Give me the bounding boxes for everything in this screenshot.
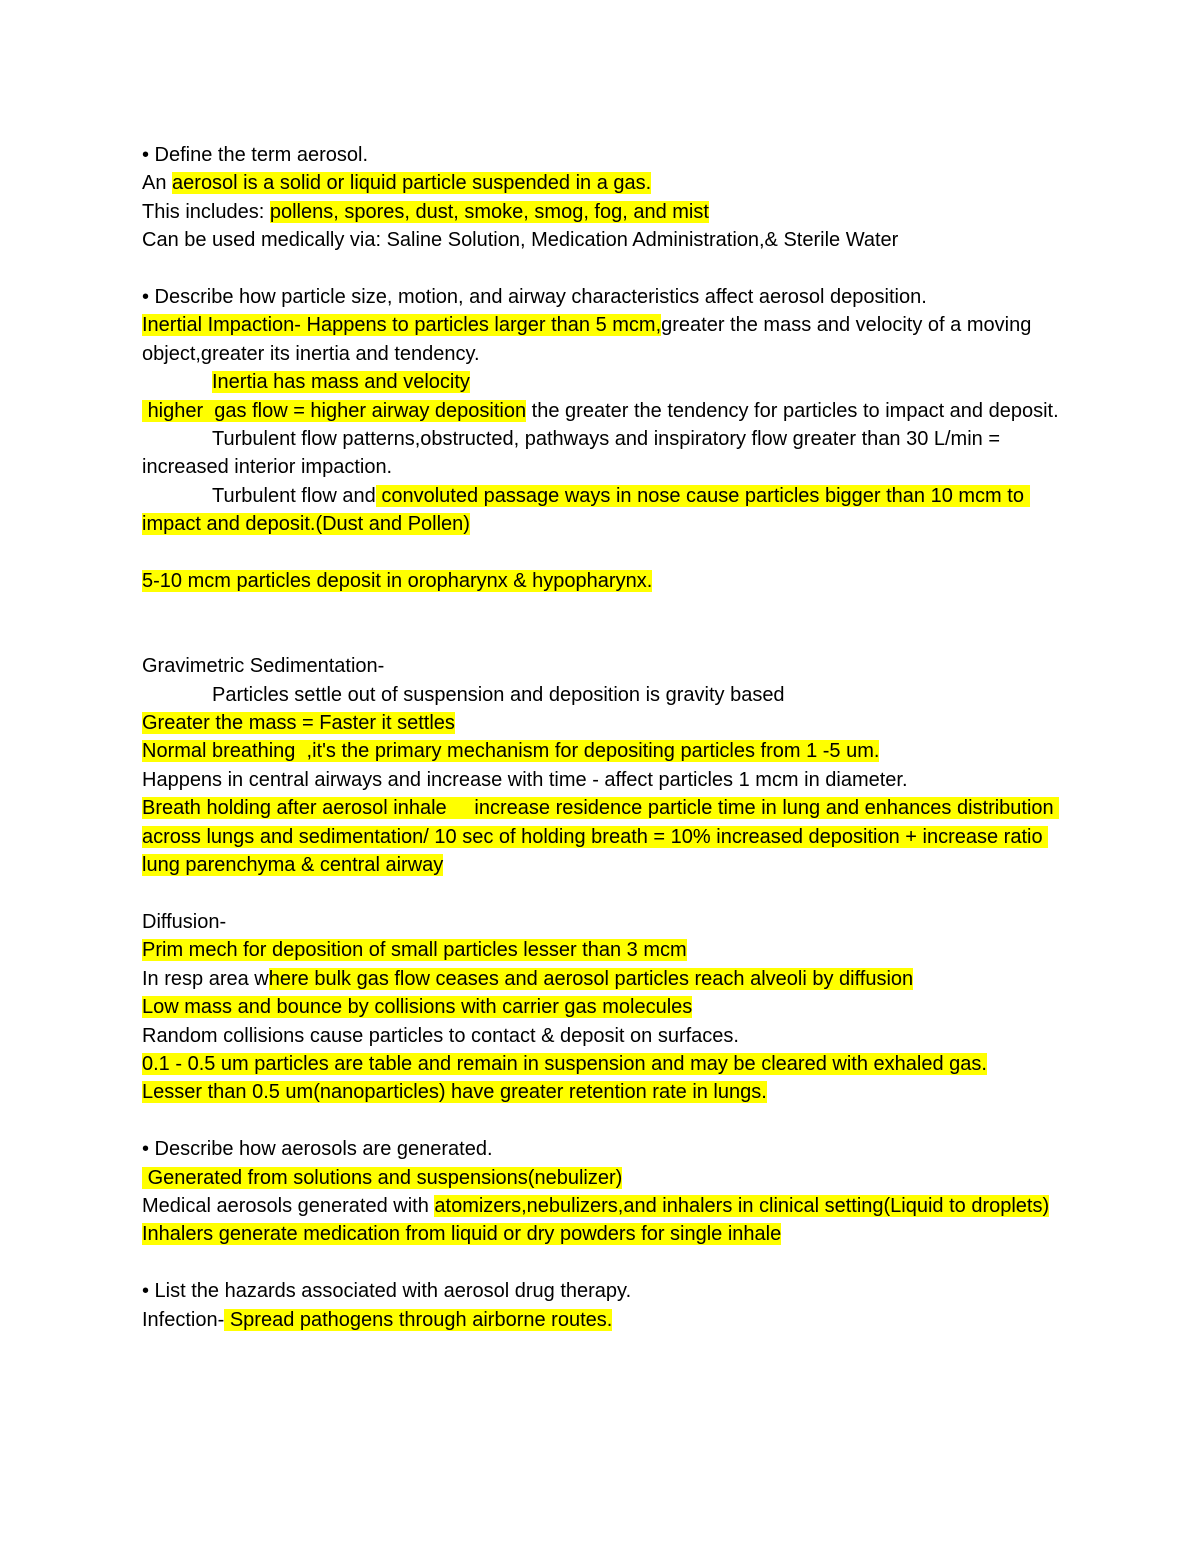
turbulent-flow-note bbox=[142, 425, 1062, 482]
text: • Define the term aerosol. bbox=[142, 144, 368, 166]
spacer bbox=[142, 595, 1062, 652]
highlighted-text: Inhalers generate medication from liquid or dry powders for single inhale bbox=[142, 1223, 782, 1246]
breath-holding-note bbox=[142, 794, 1062, 879]
highlighted-text: here bulk gas flow ceases and aerosol particles reach alveoli by diffusion bbox=[268, 967, 914, 990]
medical-uses bbox=[142, 226, 1062, 254]
highlighted-text: Greater the mass = Faster it settles bbox=[142, 712, 455, 735]
spacer bbox=[142, 1249, 1062, 1277]
aerosol-definition bbox=[142, 169, 1062, 197]
suspension-note bbox=[142, 1050, 1062, 1078]
mass-note bbox=[142, 709, 1062, 737]
inertial-impaction bbox=[142, 311, 1062, 368]
text: An bbox=[142, 172, 173, 195]
text: Turbulent flow patterns,obstructed, pathways and inspiratory flow greater than 30 L/min = increased interior impaction. bbox=[142, 428, 1006, 479]
oropharynx-note bbox=[142, 567, 1062, 595]
random-collisions-note bbox=[142, 1022, 1062, 1050]
highlighted-text: Lesser than 0.5 um(nanoparticles) have greater retention rate in lungs. bbox=[142, 1081, 767, 1104]
text: Random collisions cause particles to contact & deposit on surfaces. bbox=[142, 1024, 739, 1047]
highlighted-text: higher gas flow = higher airway deposition bbox=[142, 399, 527, 422]
aerosol-examples bbox=[142, 198, 1062, 226]
highlighted-text: Low mass and bounce by collisions with carrier gas molecules bbox=[142, 996, 693, 1019]
highlighted-text: Inertia has mass and velocity bbox=[212, 371, 470, 394]
text: • Describe how particle size, motion, and airway characteristics affect aerosol deposition. bbox=[142, 286, 927, 309]
text: Particles settle out of suspension and deposition is gravity based bbox=[212, 683, 785, 706]
highlighted-text: aerosol is a solid or liquid particle suspended in a gas. bbox=[172, 172, 652, 195]
highlighted-text: Generated from solutions and suspensions(nebulizer) bbox=[142, 1166, 623, 1189]
highlighted-text: Normal breathing ,it's the primary mechanism for depositing particles from 1 -5 um. bbox=[142, 740, 880, 763]
spacer bbox=[142, 1107, 1062, 1135]
spacer bbox=[142, 539, 1062, 567]
sedimentation-heading bbox=[142, 652, 1062, 680]
highlighted-text: 5-10 mcm particles deposit in oropharynx & hypopharynx. bbox=[142, 570, 653, 593]
normal-breathing-note bbox=[142, 737, 1062, 765]
question-deposition bbox=[142, 283, 1062, 311]
low-mass-note bbox=[142, 993, 1062, 1021]
text: • Describe how aerosols are generated. bbox=[142, 1138, 493, 1161]
resp-area-note bbox=[142, 965, 1062, 993]
sedimentation-description bbox=[142, 681, 1062, 709]
medical-aerosols-note bbox=[142, 1192, 1062, 1220]
text: Infection- bbox=[142, 1308, 225, 1331]
highlighted-text: convoluted passage ways in nose cause particles bigger than 10 mcm to impact and deposit.(Dust and Pollen) bbox=[142, 484, 1030, 536]
text: the greater the tendency for particles to impact and deposit. bbox=[526, 399, 1059, 422]
text: Medical aerosols generated with bbox=[142, 1194, 435, 1217]
text: In resp area w bbox=[142, 967, 269, 990]
highlighted-text: Breath holding after aerosol inhale increase residence particle time in lung and enhances distribution across lungs and sedimentation/ 10 sec of holding breath = 10% increased deposition + increase ratio lung parenchyma & central airway bbox=[142, 797, 1060, 877]
spacer bbox=[142, 880, 1062, 908]
nanoparticles-note bbox=[142, 1078, 1062, 1106]
solutions-note bbox=[142, 1164, 1062, 1192]
text: Happens in central airways and increase with time - affect particles 1 mcm in diameter. bbox=[142, 768, 908, 791]
highlighted-text: Inertial Impaction- Happens to particles larger than 5 mcm, bbox=[142, 314, 662, 337]
spacer bbox=[142, 255, 1062, 283]
diffusion-heading bbox=[142, 908, 1062, 936]
highlighted-text: Prim mech for deposition of small particles lesser than 3 mcm bbox=[142, 939, 687, 962]
text: greater the mass and velocity of a moving object,greater its inertia and tendency. bbox=[142, 314, 1037, 365]
question-define-aerosol bbox=[142, 141, 1062, 169]
highlighted-text: atomizers,nebulizers,and inhalers in clinical setting(Liquid to droplets) bbox=[434, 1194, 1050, 1217]
text: Gravimetric Sedimentation- bbox=[142, 655, 385, 678]
text: Can be used medically via: Saline Solution, Medication Administration,& Sterile Water bbox=[142, 229, 899, 252]
inertia-note bbox=[142, 368, 1062, 396]
inhalers-note bbox=[142, 1220, 1062, 1248]
infection-note bbox=[142, 1306, 1062, 1334]
text: Diffusion- bbox=[142, 910, 227, 933]
document-page bbox=[142, 141, 1062, 1334]
highlighted-text: Spread pathogens through airborne routes. bbox=[224, 1308, 613, 1331]
text: • List the hazards associated with aerosol drug therapy. bbox=[142, 1280, 632, 1303]
central-airways-note bbox=[142, 766, 1062, 794]
gas-flow-note bbox=[142, 397, 1062, 425]
highlighted-text: pollens, spores, dust, smoke, smog, fog, and mist bbox=[269, 200, 709, 223]
nose-passage-note bbox=[142, 482, 1062, 539]
text: This includes: bbox=[142, 200, 270, 223]
question-hazards bbox=[142, 1277, 1062, 1305]
diffusion-primary bbox=[142, 936, 1062, 964]
highlighted-text: 0.1 - 0.5 um particles are table and remain in suspension and may be cleared with exhaled gas. bbox=[142, 1052, 987, 1075]
question-generation bbox=[142, 1135, 1062, 1163]
text: Turbulent flow and bbox=[212, 484, 376, 507]
